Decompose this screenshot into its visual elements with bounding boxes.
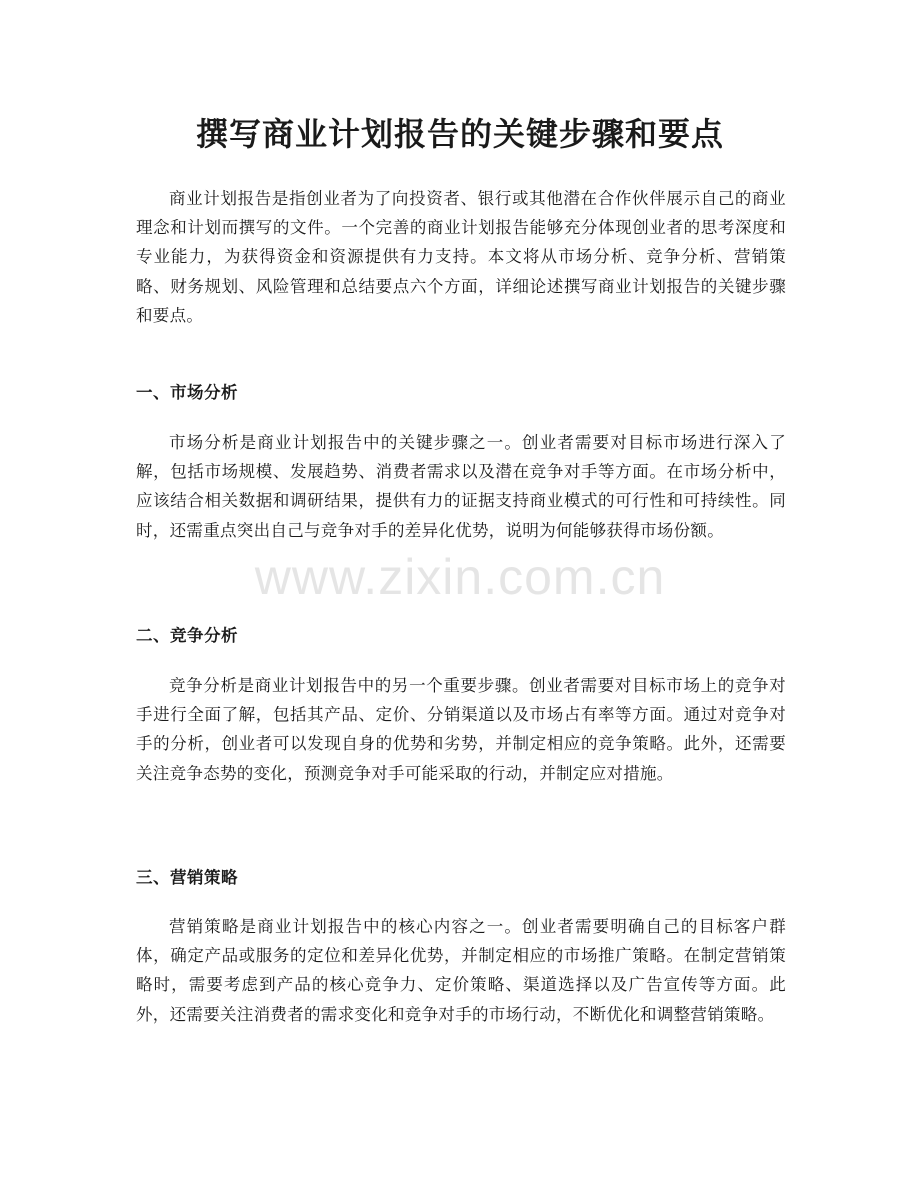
section-body-marketing-strategy: 营销策略是商业计划报告中的核心内容之一。创业者需要明确自己的目标客户群体，确定产品或服务的定位和差异化优势，并制定相应的市场推广策略。在制定营销策略时，需要考虑到产品的核心竞争力、定价策略、渠道选择以及广告宣传等方面。此外，还需要关注消费者的需求变化和竞争对手的市场行动，不断优化和调整营销策略。 <box>136 917 786 1024</box>
section-body-competition-analysis: 竞争分析是商业计划报告中的另一个重要步骤。创业者需要对目标市场上的竞争对手进行全面了解，包括其产品、定价、分销渠道以及市场占有率等方面。通过对竞争对手的分析，创业者可以发现自身的优势和劣势，并制定相应的竞争策略。此外，还需要关注竞争态势的变化，预测竞争对手可能采取的行动，并制定应对措施。 <box>136 676 786 783</box>
section-heading-competition-analysis: 二、竞争分析 <box>136 626 238 645</box>
section-heading-market-analysis: 一、市场分析 <box>136 383 238 402</box>
section-heading-marketing-strategy: 三、营销策略 <box>136 868 238 887</box>
watermark: www.zixin.com.cn <box>254 549 666 605</box>
intro-paragraph: 商业计划报告是指创业者为了向投资者、银行或其他潜在合作伙伴展示自己的商业理念和计划而撰写的文件。一个完善的商业计划报告能够充分体现创业者的思考深度和专业能力，为获得资金和资源提供有力支持。本文将从市场分析、竞争分析、营销策略、财务规划、风险管理和总结要点六个方面，详细论述撰写商业计划报告的关键步骤和要点。 <box>136 189 786 325</box>
document-title: 撰写商业计划报告的关键步骤和要点 <box>195 115 724 153</box>
section-body-market-analysis: 市场分析是商业计划报告中的关键步骤之一。创业者需要对目标市场进行深入了解，包括市场规模、发展趋势、消费者需求以及潜在竞争对手等方面。在市场分析中，应该结合相关数据和调研结果，提供有力的证据支持商业模式的可行性和可持续性。同时，还需重点突出自己与竞争对手的差异化优势，说明为何能够获得市场份额。 <box>136 433 786 540</box>
